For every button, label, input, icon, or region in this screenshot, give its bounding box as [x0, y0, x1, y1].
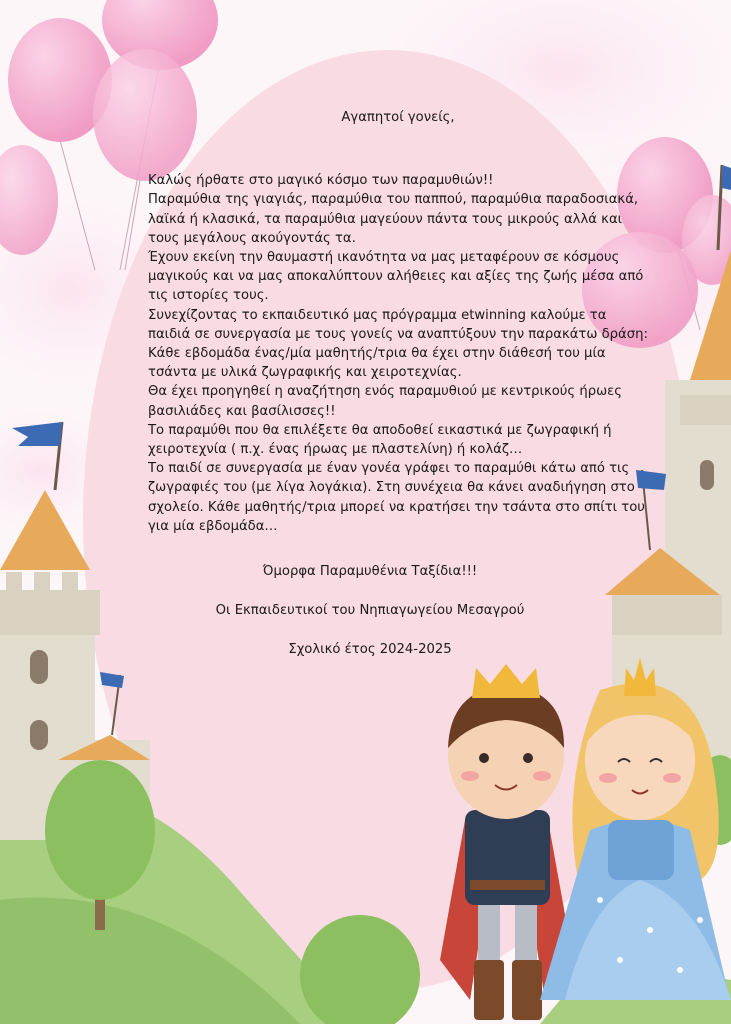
letter-wish: Όμορφα Παραμυθένια Ταξίδια!!!	[262, 564, 478, 579]
letter	[148, 108, 648, 536]
paragraph: Καλώς ήρθατε στο μαγικό κόσμο των παραμυθιών!!	[148, 173, 494, 189]
flag-icon	[722, 165, 731, 190]
paragraph: Παραμύθια της γιαγιάς, παραμύθια του παππού, παραμύθια παραδοσιακά, λαϊκά ή κλασικά, τα παραμύθια μαγεύουν πάντα τους μικρούς αλλά και τους μεγάλους ακούγοντάς τα.	[148, 192, 639, 246]
paragraph: Το παραμύθι που θα επιλέξετε θα αποδοθεί εικαστικά με ζωγραφική ή χειροτεχνία ( π.χ. ένας ήρωας με πλαστελίνη) ή κολάζ…	[148, 422, 612, 458]
letter-body	[148, 171, 648, 536]
paragraph: Το παιδί σε συνεργασία με έναν γονέα γράφει το παραμύθι κάτω από τις ζωγραφιές του (με λίγα λογάκια). Στη συνέχεια θα κάνει αναδιήγηση στο σχολείο. Κάθε μαθητής/τρια μπορεί να κρατήσει την τσάντα στο σπίτι του για μία εβδομάδα…	[148, 461, 645, 534]
paragraph: Κάθε εβδομάδα ένας/μία μαθητής/τρια θα έχει στην διάθεσή του μία τσάντα με υλικά ζωγραφικής και χειροτεχνίας.	[148, 346, 606, 381]
paragraph: Συνεχίζοντας το εκπαιδευτικό μας πρόγραμμα etwinning καλούμε τα παιδιά σε συνεργασία με τους γονείς να αναπτύξουν την παρακάτω δράση:	[148, 307, 648, 342]
letter-greeting: Αγαπητοί γονείς,	[341, 110, 455, 125]
school-year: Σχολικό έτος 2024-2025	[288, 642, 452, 657]
paragraph: Θα έχει προηγηθεί η αναζήτηση ενός παραμυθιού με κεντρικούς ήρωες βασιλιάδες και βασίλισσες!!	[148, 384, 623, 419]
letter-signature: Οι Εκπαιδευτικοί του Νηπιαγωγείου Μεσαγρού	[215, 603, 525, 618]
paragraph: Έχουν εκείνη την θαυμαστή ικανότητα να μας μεταφέρουν σε κόσμους μαγικούς και να μας αποκαλύπτουν αλήθειες και αξίες της ζωής μέσα από τις ιστορίες τους.	[148, 250, 644, 304]
